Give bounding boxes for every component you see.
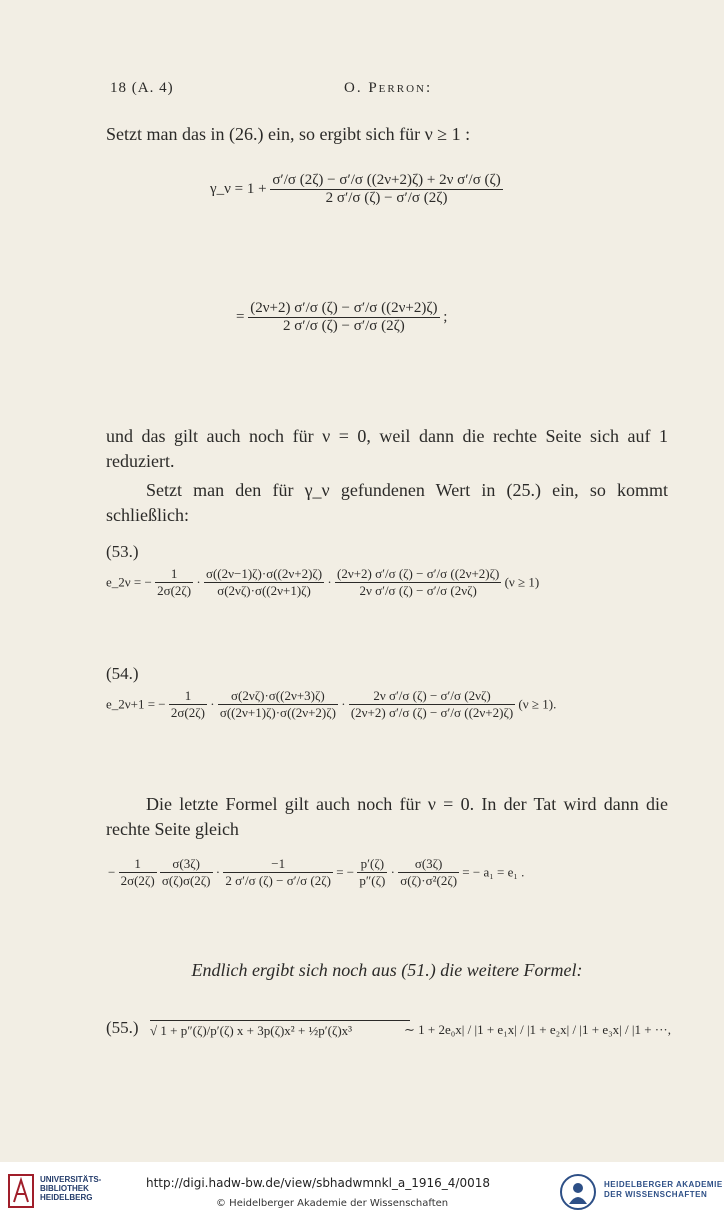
academy-seal-icon xyxy=(560,1174,596,1210)
equation-55-root: √ 1 + p″(ζ)/p′(ζ) x + 3p(ζ)x² + ½p′(ζ)x³ xyxy=(150,1020,410,1039)
equation-nu-zero-factor-1 xyxy=(119,856,157,889)
equation-54-factor-3-num: 2ν σ′/σ (ζ) − σ′/σ (2νζ) xyxy=(349,688,515,705)
equation-gamma-second xyxy=(236,300,536,335)
equation-54-label: (54.) xyxy=(106,664,139,683)
equation-54-factor-3 xyxy=(349,688,515,721)
equation-nu-zero-factor-5 xyxy=(398,856,459,889)
equation-second-equals: = xyxy=(236,309,245,325)
equation-53-factor-1-den: 2σ(2ζ) xyxy=(157,583,192,598)
equation-gamma-denominator: 2 σ′/σ (ζ) − σ′/σ (2ζ) xyxy=(325,190,448,206)
equation-53-factor-2-den: σ(2νζ)·σ((2ν+1)ζ) xyxy=(217,583,311,598)
equation-53-factor-3-den: 2ν σ′/σ (ζ) − σ′/σ (2νζ) xyxy=(359,583,477,598)
equation-nu-zero-f5-num: σ(3ζ) xyxy=(398,856,459,873)
equation-54-lhs: e_2ν+1 = − xyxy=(106,696,166,712)
equation-nu-zero-f1-den: 2σ(2ζ) xyxy=(120,873,155,888)
equation-nu-zero-f4-num: p′(ζ) xyxy=(357,856,387,873)
equation-54-factor-1 xyxy=(169,688,207,721)
equation-nu-zero-factor-4 xyxy=(357,856,387,889)
library-name-text: UNIVERSITÄTS- BIBLIOTHEK HEIDELBERG xyxy=(40,1175,102,1202)
copyright-notice: © Heidelberger Akademie der Wissenschaften xyxy=(216,1198,449,1209)
equation-53-factor-3 xyxy=(335,566,501,599)
equation-54-factor-2 xyxy=(218,688,338,721)
equation-54: e_2ν+1 = − $\frac{1}{2\sigma(2\zeta)}$ · $\frac{\sigma(2\nu\zeta)\cdot\sigma((2\nu+3)\zeta)}{\sigma((2\nu+1)\zeta)\cdot\sigma((2\nu+2)\zeta)}$ · $\frac{\text{2ν σ′/σ (ζ) − σ′/σ (2νζ)}}{(2\nu+2) \sigma'/\sigma (\zeta) - \sigma'/\sigma ((2\nu+2)\zeta)}$ (ν ≥ 1). xyxy=(106,688,557,720)
equation-nu-zero-f2-den: σ(ζ)σ(2ζ) xyxy=(161,873,211,888)
equation-53: e_2ν = − $\frac{1}{2\sigma(2\zeta)}$ · $\frac{\sigma((2\nu-1)\zeta)\cdot\sigma((2\nu+2)\zeta)}{\sigma(2\nu\zeta)\cdot\sigma((2\nu+1)\zeta)}$ · $\frac{(2\nu+2) \sigma'/\sigma (\zeta) - \sigma'/\sigma ((2\nu+2)\zeta)}{\text{2ν σ′/σ (ζ) − σ′/σ (2νζ)}}$ (ν ≥ 1) xyxy=(106,566,540,598)
equation-53-factor-2 xyxy=(204,566,324,599)
equation-second-fraction xyxy=(248,300,439,335)
equation-53-factor-3-num: (2ν+2) σ′/σ (ζ) − σ′/σ ((2ν+2)ζ) xyxy=(336,566,500,581)
equation-gamma-fraction xyxy=(270,172,502,207)
equation-55-label: (55.) xyxy=(106,1018,139,1037)
equation-53-lhs: e_2ν = − xyxy=(106,574,152,590)
equation-gamma xyxy=(210,172,570,207)
academy-seal-figure-icon xyxy=(562,1176,594,1208)
equation-55-rhs: ∼ 1 + 2e₀x| / |1 + e₁x| / |1 + e₂x| / |1 + e₃x| / |1 + ···, xyxy=(404,1022,672,1037)
paragraph-further-formula: Endlich ergibt sich noch aus (51.) die weitere Formel: xyxy=(191,960,583,980)
equation-nu-zero-f3-num: −1 xyxy=(223,856,333,873)
equation-54-factor-1-den: 2σ(2ζ) xyxy=(170,705,205,720)
equation-second-semicolon: ; xyxy=(443,309,448,325)
equation-nu-zero-factor-2 xyxy=(160,856,213,889)
equation-gamma-numerator: σ′/σ (2ζ) − σ′/σ ((2ν+2)ζ) + 2ν σ′/σ (ζ) xyxy=(272,172,501,188)
university-library-name xyxy=(40,1175,101,1202)
equation-54-factor-2-num: σ(2νζ)·σ((2ν+3)ζ) xyxy=(218,688,338,705)
page-number-header: 18 (A. 4) xyxy=(110,80,174,96)
academy-name: HEIDELBERGER AKADEMIE DER WISSENSCHAFTEN xyxy=(604,1180,723,1199)
equation-54-factor-3-den: (2ν+2) σ′/σ (ζ) − σ′/σ ((2ν+2)ζ) xyxy=(350,705,514,720)
equation-nu-zero-f2-num: σ(3ζ) xyxy=(160,856,213,873)
equation-54-factor-1-num: 1 xyxy=(169,688,207,705)
digitization-footer xyxy=(0,1162,724,1220)
paragraph-nu-zero: und das gilt auch noch für ν = 0, weil dann die rechte Seite sich auf 1 reduziert. xyxy=(106,426,668,471)
equation-53-factor-2-num: σ((2ν−1)ζ)·σ((2ν+2)ζ) xyxy=(205,566,323,581)
equation-second-denominator: 2 σ′/σ (ζ) − σ′/σ (2ζ) xyxy=(282,318,405,334)
equation-53-label: (53.) xyxy=(106,542,139,561)
equation-53-factor-1 xyxy=(155,566,193,599)
paragraph-gamma-value: Setzt man den für γ_ν gefundenen Wert in (25.) ein, so kommt schließlich: xyxy=(106,480,668,525)
equation-nu-zero-f1-num: 1 xyxy=(119,856,157,873)
equation-nu-zero-f3-den: 2 σ′/σ (ζ) − σ′/σ (2ζ) xyxy=(225,873,331,888)
equation-gamma-lhs: γ_ν = 1 + xyxy=(210,181,267,197)
equation-nu-zero-minus: − xyxy=(108,864,116,880)
paragraph-intro: Setzt man das in (26.) ein, so ergibt sich für ν ≥ 1 : xyxy=(106,124,471,144)
equation-nu-zero-f4-den: p″(ζ) xyxy=(359,873,386,888)
paragraph-last-formula: Die letzte Formel gilt auch noch für ν = 0. In der Tat wird dann die rechte Seite gleich xyxy=(106,794,668,839)
document-url-link[interactable]: http://digi.hadw-bw.de/view/sbhadwmnkl_a_1916_4/0018 xyxy=(146,1176,491,1190)
equation-nu-zero-tail: = − a₁ = e₁ . xyxy=(462,864,525,880)
running-head-author: O. Perron: xyxy=(344,80,433,96)
equation-nu-zero-mid: = − xyxy=(336,864,355,880)
equation-nu-zero-factor-3 xyxy=(223,856,333,889)
equation-nu-zero: − $\frac{1}{2\sigma(2\zeta)}$ $\frac{\sigma(3\zeta)}{\sigma(\zeta)\sigma(2\zeta)}$ · $\frac{-1}{2 \sigma'/\sigma (\zeta) - \sigma'/\sigma (2\zeta)}$ = − $\frac{p'(\zeta)}{p''(\zeta)}$ · $\frac{\sigma(3\zeta)}{\text{σ(ζ)·σ²(2ζ)}}$ = − a₁ = e₁ . xyxy=(108,856,525,888)
equation-second-numerator: (2ν+2) σ′/σ (ζ) − σ′/σ ((2ν+2)ζ) xyxy=(250,300,438,316)
university-library-logo-icon xyxy=(8,1174,34,1208)
equation-53-condition: (ν ≥ 1) xyxy=(504,574,540,590)
equation-54-factor-2-den: σ((2ν+1)ζ)·σ((2ν+2)ζ) xyxy=(219,705,336,720)
equation-nu-zero-f5-den: σ(ζ)·σ²(2ζ) xyxy=(400,873,458,888)
equation-53-factor-1-num: 1 xyxy=(155,566,193,583)
equation-54-condition: (ν ≥ 1). xyxy=(518,696,557,712)
